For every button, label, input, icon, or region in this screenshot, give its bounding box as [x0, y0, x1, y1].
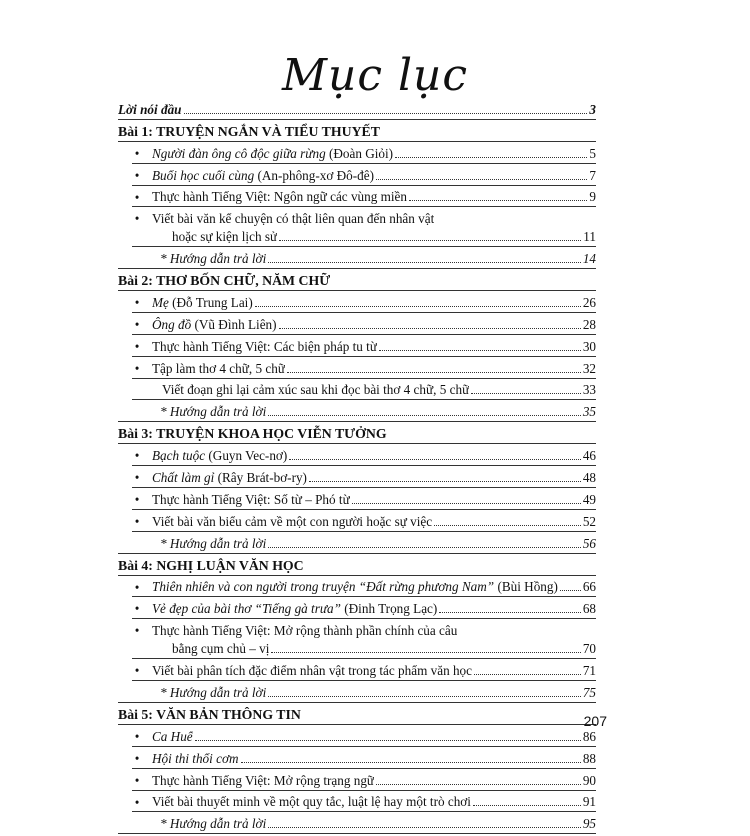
dot-leader	[376, 784, 581, 785]
divider	[132, 399, 596, 400]
dot-leader	[289, 459, 581, 460]
divider	[132, 618, 596, 619]
entry-page: 33	[582, 382, 596, 398]
entry-text	[152, 188, 407, 205]
entry-text	[152, 793, 471, 810]
work-title: Ca Huế	[152, 728, 193, 744]
divider	[132, 465, 596, 466]
divider	[118, 724, 596, 725]
divider	[132, 206, 596, 207]
toc-item	[118, 315, 596, 333]
divider	[132, 246, 596, 247]
table-of-contents	[118, 100, 596, 836]
toc-intro	[118, 100, 596, 118]
unit-heading	[118, 122, 596, 140]
entry-text	[152, 167, 374, 184]
bullet-icon: •	[134, 189, 140, 205]
toc-subitem	[118, 381, 596, 399]
toc-item	[118, 188, 596, 206]
divider	[132, 185, 596, 186]
entry-page: 90	[582, 772, 596, 788]
unit-title: Bài 2: THƠ BỐN CHỮ, NĂM CHỮ	[118, 273, 331, 289]
entry-text	[152, 578, 558, 595]
divider	[132, 768, 596, 769]
bullet-icon: •	[134, 728, 140, 744]
entry-page: 86	[582, 728, 596, 744]
entry-label: Thực hành Tiếng Việt: Số từ – Phó từ	[152, 491, 350, 507]
divider	[118, 575, 596, 576]
entry-text	[152, 750, 239, 767]
divider	[132, 378, 596, 379]
guide-label: * Hướng dẫn trả lời	[160, 816, 267, 832]
entry-text	[152, 491, 350, 508]
divider	[132, 658, 596, 659]
bullet-icon: •	[134, 145, 140, 161]
toc-item	[118, 749, 596, 767]
bullet-icon: •	[134, 750, 140, 766]
divider	[132, 509, 596, 510]
entry-text	[118, 101, 182, 118]
divider	[118, 268, 596, 269]
dot-leader	[184, 113, 588, 114]
unit-title: Bài 4: NGHỊ LUẬN VĂN HỌC	[118, 557, 304, 573]
entry-label: Viết bài thuyết minh về một quy tắc, luật lệ hay một trò chơi	[152, 794, 471, 810]
unit-heading	[118, 424, 596, 442]
dot-leader	[376, 179, 587, 180]
entry-label: Thực hành Tiếng Việt: Mở rộng thành phần chính của câu	[152, 623, 458, 639]
entry-page: 52	[582, 513, 596, 529]
entry-text	[118, 123, 380, 140]
entry-page: 46	[582, 448, 596, 464]
intro-label: Lời nói đầu	[118, 101, 182, 117]
entry-page: 28	[582, 316, 596, 332]
work-author: (Vũ Đình Liên)	[191, 316, 277, 332]
dot-leader	[473, 805, 581, 806]
toc-item	[118, 661, 596, 679]
entry-text	[160, 684, 266, 701]
bullet-icon: •	[134, 772, 140, 788]
entry-page: 56	[582, 535, 596, 551]
entry-page: 35	[582, 404, 596, 420]
divider	[118, 119, 596, 120]
entry-page: 3	[589, 101, 596, 117]
entry-label: Tập làm thơ 4 chữ, 5 chữ	[152, 360, 285, 376]
work-title: Chất làm gỉ	[152, 470, 215, 486]
entry-text	[152, 728, 193, 745]
entry-text	[152, 772, 374, 789]
entry-label: Thực hành Tiếng Việt: Các biện pháp tu từ	[152, 338, 377, 354]
work-title: Bạch tuộc	[152, 448, 206, 464]
dot-leader	[409, 200, 587, 201]
entry-label-cont: hoặc sự kiện lịch sử	[172, 229, 278, 245]
entry-page: 32	[582, 360, 596, 376]
dot-leader	[271, 652, 580, 653]
dot-leader	[287, 372, 581, 373]
dot-leader	[471, 393, 581, 394]
work-author: (Guyn Vec-nơ)	[205, 448, 288, 464]
toc-item	[118, 599, 596, 617]
entry-label: Thực hành Tiếng Việt: Mở rộng trạng ngữ	[152, 772, 375, 788]
work-title: Buổi học cuối cùng	[152, 167, 255, 183]
unit-heading	[118, 271, 596, 289]
dot-leader	[268, 547, 581, 548]
dot-leader	[439, 612, 581, 613]
divider	[132, 680, 596, 681]
entry-text	[152, 294, 253, 311]
guide-label: * Hướng dẫn trả lời	[160, 535, 267, 551]
divider	[132, 312, 596, 313]
entry-label: Viết bài văn kể chuyện có thật liên quan đến nhân vật	[152, 211, 435, 227]
bullet-icon: •	[134, 338, 140, 354]
entry-text	[118, 706, 301, 723]
guide-label: * Hướng dẫn trả lời	[160, 404, 267, 420]
answer-guide	[118, 534, 596, 552]
divider	[132, 334, 596, 335]
toc-item	[118, 446, 596, 464]
entry-page: 66	[582, 579, 596, 595]
dot-leader	[268, 696, 581, 697]
work-author: (Đinh Trọng Lạc)	[340, 601, 438, 617]
bullet-icon: •	[134, 492, 140, 508]
entry-page: 75	[582, 684, 596, 700]
dot-leader	[268, 415, 581, 416]
entry-text	[152, 316, 277, 333]
toc-item	[118, 621, 596, 639]
entry-text	[152, 513, 432, 530]
entry-label-cont: bằng cụm chủ – vị	[172, 641, 270, 657]
entry-page: 11	[583, 229, 596, 245]
unit-title: Bài 1: TRUYỆN NGẮN VÀ TIỂU THUYẾT	[118, 123, 380, 139]
entry-text	[172, 640, 269, 657]
toc-item	[118, 771, 596, 789]
divider	[118, 833, 596, 834]
entry-page: 9	[589, 189, 596, 205]
divider	[132, 811, 596, 812]
toc-item	[118, 166, 596, 184]
entry-text	[152, 447, 287, 464]
entry-text	[118, 425, 387, 442]
divider	[132, 531, 596, 532]
work-title: Thiên nhiên và con người trong truyện “Đất rừng phương Nam”	[152, 579, 495, 595]
entry-text	[152, 360, 285, 377]
entry-text	[152, 469, 307, 486]
entry-page: 91	[582, 794, 596, 810]
entry-text	[118, 557, 304, 574]
bullet-icon: •	[134, 663, 140, 679]
divider	[132, 163, 596, 164]
entry-page: 70	[582, 641, 596, 657]
work-author: (An-phông-xơ Đô-đê)	[254, 167, 374, 183]
entry-text	[160, 815, 266, 832]
page-number: 207	[583, 713, 607, 729]
toc-item	[118, 727, 596, 745]
divider	[132, 487, 596, 488]
entry-text	[152, 338, 377, 355]
dot-leader	[279, 328, 581, 329]
entry-text	[118, 272, 330, 289]
toc-item	[118, 512, 596, 530]
toc-item-continuation	[118, 227, 596, 245]
page-title: Mục lục	[281, 50, 469, 101]
dot-leader	[279, 240, 581, 241]
entry-page: 95	[582, 816, 596, 832]
work-title: Người đàn ông cô độc giữa rừng	[152, 145, 326, 161]
toc-item-continuation	[118, 639, 596, 657]
unit-heading	[118, 705, 596, 723]
entry-label: Thực hành Tiếng Việt: Ngôn ngữ các vùng miền	[152, 189, 407, 205]
unit-heading	[118, 556, 596, 574]
dot-leader	[268, 827, 581, 828]
dot-leader	[395, 157, 587, 158]
work-title: Hội thi thổi cơm	[152, 750, 239, 766]
entry-text	[162, 381, 469, 398]
dot-leader	[241, 762, 581, 763]
divider	[132, 596, 596, 597]
work-author: (Rây Brát-bơ-ry)	[214, 470, 307, 486]
divider	[118, 290, 596, 291]
work-title: Vẻ đẹp của bài thơ “Tiếng gà trưa”	[152, 601, 341, 617]
toc-item	[118, 293, 596, 311]
unit-title: Bài 3: TRUYỆN KHOA HỌC VIỄN TƯỞNG	[118, 426, 387, 442]
entry-page: 26	[582, 294, 596, 310]
work-title: Mẹ	[152, 294, 169, 310]
work-author: (Bùi Hồng)	[494, 579, 558, 595]
bullet-icon: •	[134, 448, 140, 464]
dot-leader	[268, 262, 581, 263]
divider	[118, 553, 596, 554]
entry-page: 7	[589, 167, 596, 183]
guide-label: * Hướng dẫn trả lời	[160, 684, 267, 700]
bullet-icon: •	[134, 470, 140, 486]
entry-page: 48	[582, 470, 596, 486]
toc-item	[118, 793, 596, 811]
entry-text	[152, 210, 434, 227]
entry-text	[152, 145, 393, 162]
entry-text	[152, 600, 437, 617]
bullet-icon: •	[134, 794, 140, 810]
work-title: Ông đồ	[152, 316, 192, 332]
divider	[118, 141, 596, 142]
entry-page: 49	[582, 491, 596, 507]
answer-guide	[118, 402, 596, 420]
entry-label: Viết bài phân tích đặc điểm nhân vật trong tác phẩm văn học	[152, 663, 472, 679]
toc-item	[118, 209, 596, 227]
entry-text	[160, 535, 266, 552]
bullet-icon: •	[134, 579, 140, 595]
entry-text	[160, 250, 266, 267]
unit-title: Bài 5: VĂN BẢN THÔNG TIN	[118, 706, 301, 722]
toc-item	[118, 144, 596, 162]
toc-item	[118, 578, 596, 596]
entry-text	[152, 622, 457, 639]
divider	[132, 356, 596, 357]
bullet-icon: •	[134, 601, 140, 617]
entry-label: Viết bài văn biểu cảm về một con người hoặc sự việc	[152, 513, 433, 529]
work-author: (Đoàn Giỏi)	[325, 145, 394, 161]
toc-item	[118, 490, 596, 508]
entry-text	[172, 228, 277, 245]
dot-leader	[434, 525, 581, 526]
entry-page: 30	[582, 338, 596, 354]
dot-leader	[255, 306, 581, 307]
entry-text	[152, 662, 472, 679]
divider	[132, 790, 596, 791]
bullet-icon: •	[134, 295, 140, 311]
dot-leader	[379, 350, 581, 351]
work-author: (Đỗ Trung Lai)	[168, 294, 253, 310]
bullet-icon: •	[134, 167, 140, 183]
entry-page: 14	[582, 251, 596, 267]
entry-page: 5	[589, 145, 596, 161]
answer-guide	[118, 249, 596, 267]
dot-leader	[195, 740, 581, 741]
divider	[132, 746, 596, 747]
bullet-icon: •	[134, 513, 140, 529]
entry-page: 71	[582, 663, 596, 679]
answer-guide	[118, 683, 596, 701]
bullet-icon: •	[134, 316, 140, 332]
bullet-icon: •	[134, 623, 140, 639]
entry-label: Viết đoạn ghi lại cảm xúc sau khi đọc bài thơ 4 chữ, 5 chữ	[162, 382, 470, 398]
toc-item	[118, 359, 596, 377]
divider	[118, 421, 596, 422]
entry-text	[160, 403, 266, 420]
dot-leader	[309, 481, 581, 482]
toc-item	[118, 337, 596, 355]
divider	[118, 702, 596, 703]
bullet-icon: •	[134, 211, 140, 227]
dot-leader	[560, 590, 581, 591]
toc-item	[118, 468, 596, 486]
dot-leader	[474, 674, 581, 675]
guide-label: * Hướng dẫn trả lời	[160, 251, 267, 267]
entry-page: 88	[582, 750, 596, 766]
divider	[118, 443, 596, 444]
bullet-icon: •	[134, 360, 140, 376]
entry-page: 68	[582, 601, 596, 617]
answer-guide	[118, 814, 596, 832]
dot-leader	[352, 503, 581, 504]
